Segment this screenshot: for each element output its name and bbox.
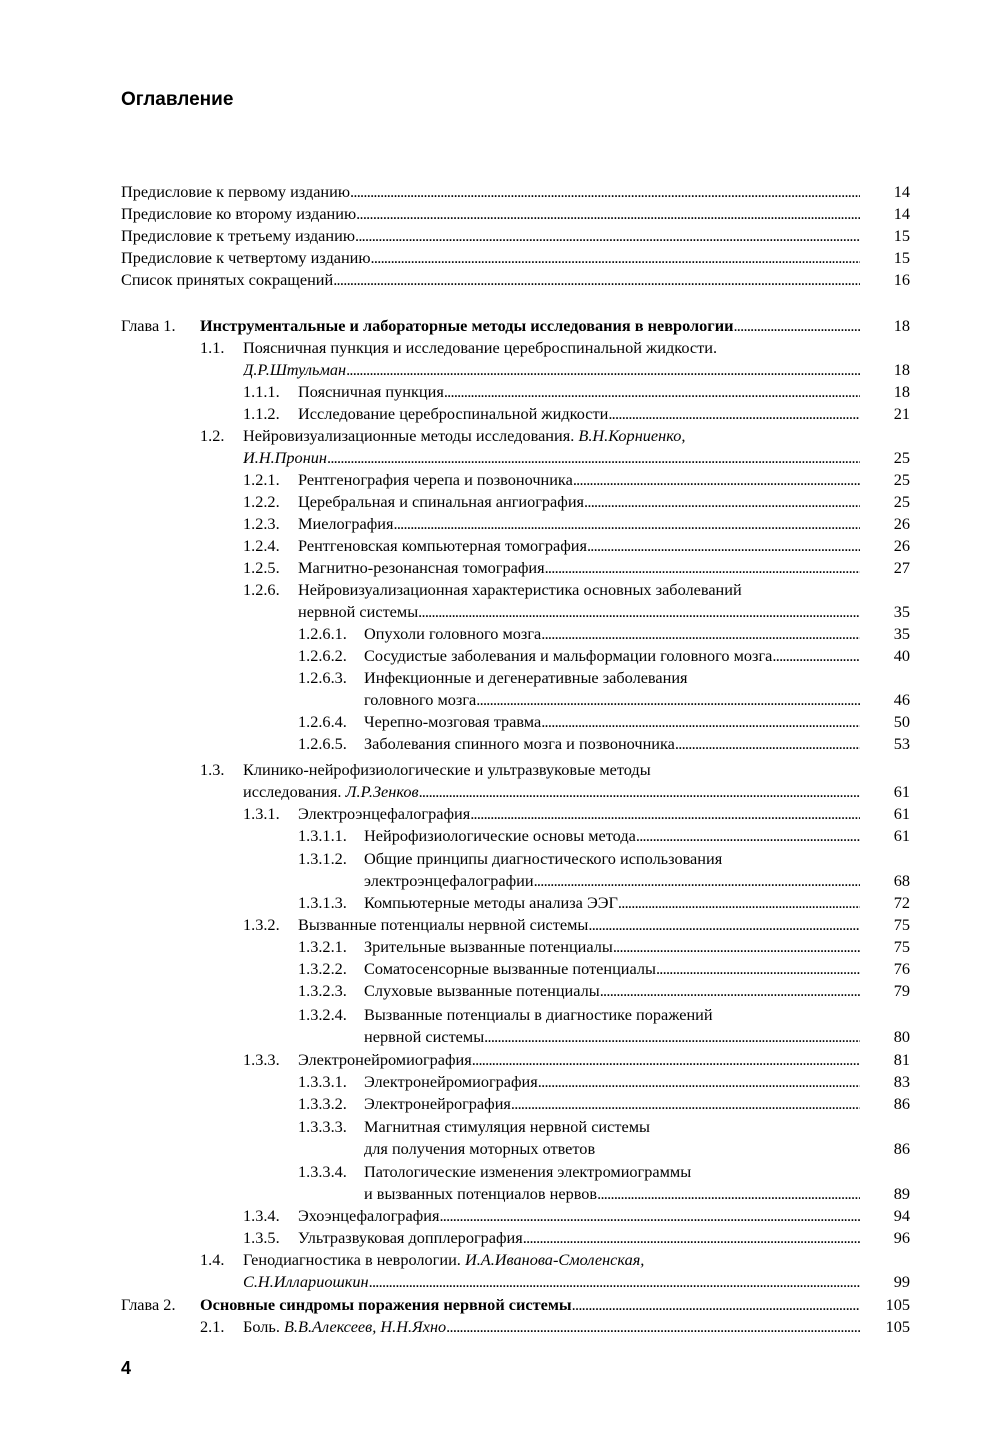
toc-entry-section-1-1-1[interactable] — [298, 381, 910, 403]
leader-dots — [538, 1071, 860, 1093]
toc-entry-section-1-2-6-3-cont[interactable] — [364, 689, 910, 711]
leader-dots — [369, 1271, 860, 1293]
toc-entry-page: 80 — [893, 1027, 910, 1046]
toc-entry-page: 75 — [893, 937, 910, 956]
toc-entry-title: Инфекционные и дегенеративные заболевания — [364, 668, 688, 687]
toc-entry-title: Боль. — [243, 1317, 280, 1336]
leader-dots — [356, 203, 860, 225]
toc-entry-title: Патологические изменения электромиограммы — [364, 1162, 692, 1181]
toc-entry-page: 75 — [893, 915, 910, 934]
toc-entry-page: 25 — [893, 448, 910, 467]
toc-entry-title: Ультразвуковая допплерография — [298, 1228, 523, 1247]
leader-dots — [613, 936, 860, 958]
toc-entry-section-1-1[interactable] — [243, 337, 717, 359]
toc-entry-page: 79 — [893, 981, 910, 1000]
leader-dots — [608, 403, 860, 425]
toc-entry-title: Электронейромиография — [364, 1072, 538, 1091]
toc-entry-page: 26 — [893, 514, 910, 533]
toc-entry-page: 40 — [893, 646, 910, 665]
toc-entry-title: Список принятых сокращений — [121, 270, 334, 289]
toc-entry-section-1-3-3-3[interactable] — [364, 1116, 650, 1138]
section-number: 2.1. — [200, 1317, 225, 1336]
toc-entry-title: Нейрофизиологические основы метода — [364, 826, 636, 845]
toc-entry-section-1-3-2[interactable] — [298, 914, 910, 936]
section-number: 1.3.5. — [243, 1228, 280, 1247]
section-number: 1.3.1.3. — [298, 893, 347, 912]
leader-dots — [584, 491, 860, 513]
toc-entry-section-2-1[interactable] — [243, 1316, 910, 1338]
section-number: 1.2.1. — [243, 470, 280, 489]
toc-entry-title: Предисловие ко второму изданию — [121, 204, 357, 223]
toc-entry-section-1-3-3-4-cont[interactable] — [364, 1183, 910, 1205]
toc-entry-section-1-2-5[interactable] — [298, 557, 910, 579]
toc-entry-page: 50 — [893, 712, 910, 731]
toc-entry-page: 105 — [885, 1317, 910, 1336]
section-number: 1.3.2.4. — [298, 1005, 347, 1024]
section-number: 1.3. — [200, 760, 225, 779]
toc-entry-page: 96 — [893, 1228, 910, 1247]
toc-entry-title: Сосудистые заболевания и мальформации головного мозга — [364, 646, 773, 665]
toc-entry-section-1-2-2[interactable] — [298, 491, 910, 513]
leader-dots — [346, 359, 860, 381]
toc-entry-page: 26 — [893, 536, 910, 555]
toc-entry-page: 35 — [893, 602, 910, 621]
leader-dots — [572, 1294, 860, 1316]
toc-entry-page: 76 — [893, 959, 910, 978]
toc-entry-page: 61 — [893, 826, 910, 845]
chapter-label: Глава 2. — [121, 1295, 176, 1314]
section-number: 1.2.6. — [243, 580, 280, 599]
toc-entry-section-1-2[interactable] — [243, 425, 685, 447]
toc-entry-section-1-3-1-2-cont[interactable] — [364, 870, 910, 892]
toc-entry-title: Черепно-мозговая травма — [364, 712, 542, 731]
toc-entry-title: исследования. — [243, 782, 342, 801]
toc-entry-title: Магнитно-резонансная томография — [298, 558, 545, 577]
toc-entry-preface-1[interactable] — [121, 181, 910, 203]
toc-entry-author: С.Н.Иллариошкин — [243, 1272, 369, 1291]
section-number: 1.3.1.1. — [298, 826, 347, 845]
toc-entry-title: Инструментальные и лабораторные методы исследования в неврологии — [200, 316, 734, 335]
toc-entry-page: 27 — [893, 558, 910, 577]
section-number: 1.3.3.3. — [298, 1117, 347, 1136]
toc-entry-section-1-3-2-4[interactable] — [364, 1004, 713, 1026]
toc-entry-title: Рентгеновская компьютерная томография — [298, 536, 587, 555]
leader-dots — [588, 914, 860, 936]
toc-entry-chapter-2[interactable] — [200, 1294, 910, 1316]
toc-entry-page: 83 — [893, 1072, 910, 1091]
toc-entry-section-1-3-5[interactable] — [298, 1227, 910, 1249]
leader-dots — [545, 557, 860, 579]
toc-entry-page: 68 — [893, 871, 910, 890]
toc-entry-preface-3[interactable] — [121, 225, 910, 247]
toc-entry-section-1-2-6-5[interactable] — [364, 733, 910, 755]
toc-entry-section-1-3-1-1[interactable] — [364, 825, 910, 847]
leader-dots — [541, 623, 860, 645]
toc-entry-title: Предисловие к третьему изданию — [121, 226, 355, 245]
section-number: 1.3.3.1. — [298, 1072, 347, 1091]
section-number: 1.2.6.4. — [298, 712, 347, 731]
chapter-label: Глава 1. — [121, 316, 176, 335]
toc-entry-title: Магнитная стимуляция нервной системы — [364, 1117, 650, 1136]
toc-entry-title: Рентгенография черепа и позвоночника — [298, 470, 573, 489]
toc-entry-preface-2[interactable] — [121, 203, 910, 225]
leader-dots — [446, 1316, 860, 1338]
toc-entry-section-1-3[interactable] — [243, 759, 651, 781]
toc-entry-page: 61 — [893, 804, 910, 823]
section-number: 1.1. — [200, 338, 225, 357]
toc-entry-title: Клинико-нейрофизиологические и ультразвуковые методы — [243, 760, 651, 779]
toc-entry-section-1-2-6-1[interactable] — [364, 623, 910, 645]
toc-entry-section-1-3-1-2[interactable] — [364, 848, 722, 870]
leader-dots — [656, 958, 860, 980]
toc-entry-page: 99 — [893, 1272, 910, 1291]
leader-dots — [600, 980, 860, 1002]
leader-dots — [439, 1205, 860, 1227]
leader-dots — [573, 469, 860, 491]
leader-dots — [675, 733, 860, 755]
toc-entry-title: Соматосенсорные вызванные потенциалы — [364, 959, 656, 978]
toc-entry-page: 25 — [893, 470, 910, 489]
leader-dots — [541, 711, 860, 733]
toc-entry-page: 94 — [893, 1206, 910, 1225]
toc-entry-title: и вызванных потенциалов нервов — [364, 1184, 598, 1203]
toc-entry-page: 15 — [893, 248, 910, 267]
section-number: 1.3.2. — [243, 915, 280, 934]
toc-entry-section-1-3-1[interactable] — [298, 803, 910, 825]
toc-entry-section-1-1-2[interactable] — [298, 403, 910, 425]
toc-entry-section-1-3-4[interactable] — [298, 1205, 910, 1227]
toc-entry-title: Общие принципы диагностического использования — [364, 849, 723, 868]
toc-entry-title: нервной системы — [364, 1027, 485, 1046]
toc-entry-title: электроэнцефалографии — [364, 871, 534, 890]
toc-entry-section-1-3-1-3[interactable] — [364, 892, 910, 914]
leader-dots — [484, 1026, 860, 1048]
leader-dots — [333, 269, 860, 291]
section-number: 1.2.6.3. — [298, 668, 347, 687]
toc-entry-author: В.Н.Корниенко, — [578, 426, 686, 445]
toc-entry-title: Предисловие к четвертому изданию — [121, 248, 371, 267]
toc-entry-page: 46 — [893, 690, 910, 709]
section-number: 1.3.2.2. — [298, 959, 347, 978]
leader-dots — [327, 447, 860, 469]
toc-entry-page: 72 — [893, 893, 910, 912]
section-number: 1.2.6.1. — [298, 624, 347, 643]
leader-dots — [419, 781, 860, 803]
section-number: 1.1.1. — [243, 382, 280, 401]
toc-entry-section-1-2-6-4[interactable] — [364, 711, 910, 733]
toc-entry-section-1-3-cont[interactable] — [243, 781, 910, 803]
toc-entry-page: 14 — [893, 204, 910, 223]
toc-entry-title: Нейровизуализационная характеристика основных заболеваний — [298, 580, 742, 599]
leader-dots — [511, 1093, 860, 1115]
toc-entry-author: Л.Р.Зенков — [345, 782, 419, 801]
toc-entry-title: головного мозга — [364, 690, 477, 709]
leader-dots — [618, 892, 860, 914]
toc-entry-page: 89 — [893, 1184, 910, 1203]
leader-dots — [523, 1227, 860, 1249]
toc-entry-title: Электронейромиография — [298, 1050, 472, 1069]
section-number: 1.3.3. — [243, 1050, 280, 1069]
toc-entry-section-1-2-6[interactable] — [298, 579, 742, 601]
toc-entry-page: 18 — [893, 382, 910, 401]
toc-entry-section-1-3-2-1[interactable] — [364, 936, 910, 958]
toc-entry-title: Слуховые вызванные потенциалы — [364, 981, 600, 1000]
toc-entry-title: Поясничная пункция и исследование цереброспинальной жидкости. — [243, 338, 718, 357]
toc-entry-page: 86 — [893, 1139, 910, 1158]
section-number: 1.3.2.3. — [298, 981, 347, 1000]
leader-dots — [636, 825, 860, 847]
toc-entry-chapter-1[interactable] — [200, 315, 910, 337]
toc-entry-author: Д.Р.Штульман — [243, 360, 347, 379]
toc-entry-section-1-3-2-2[interactable] — [364, 958, 910, 980]
toc-entry-section-1-2-cont[interactable] — [243, 447, 910, 469]
section-number: 1.2.6.2. — [298, 646, 347, 665]
toc-entry-section-1-3-2-4-cont[interactable] — [364, 1026, 910, 1048]
section-number: 1.3.1.2. — [298, 849, 347, 868]
toc-entry-section-1-3-3-2[interactable] — [364, 1093, 910, 1115]
toc-entry-section-1-1-cont[interactable] — [243, 359, 910, 381]
toc-heading: Оглавление — [121, 89, 234, 110]
toc-entry-section-1-3-3-4[interactable] — [364, 1161, 691, 1183]
toc-entry-page: 18 — [893, 316, 910, 335]
toc-entry-title: Исследование цереброспинальной жидкости — [298, 404, 609, 423]
toc-entry-section-1-4[interactable] — [243, 1249, 644, 1271]
toc-entry-section-1-3-3-3-cont[interactable] — [364, 1138, 910, 1160]
section-number: 1.4. — [200, 1250, 225, 1269]
leader-dots — [470, 803, 860, 825]
section-number: 1.2.5. — [243, 558, 280, 577]
toc-entry-title: Электроэнцефалография — [298, 804, 471, 823]
toc-entry-page: 61 — [893, 782, 910, 801]
toc-entry-page: 81 — [893, 1050, 910, 1069]
leader-dots — [355, 225, 860, 247]
leader-dots — [393, 513, 860, 535]
toc-entry-section-1-2-1[interactable] — [298, 469, 910, 491]
toc-entry-title: Электронейрография — [364, 1094, 511, 1113]
section-number: 1.2.4. — [243, 536, 280, 555]
toc-entry-page: 105 — [885, 1295, 910, 1314]
section-number: 1.3.3.2. — [298, 1094, 347, 1113]
toc-entry-page: 14 — [893, 182, 910, 201]
section-number: 1.2.3. — [243, 514, 280, 533]
toc-entry-title: Эхоэнцефалография — [298, 1206, 440, 1225]
toc-entry-title: Основные синдромы поражения нервной системы — [200, 1295, 572, 1314]
toc-entry-section-1-3-3[interactable] — [298, 1049, 910, 1071]
page-number: 4 — [121, 1358, 132, 1378]
toc-entry-section-1-2-6-cont[interactable] — [298, 601, 910, 623]
toc-entry-author: В.В.Алексеев, Н.Н.Яхно — [283, 1317, 447, 1336]
toc-entry-section-1-2-6-3[interactable] — [364, 667, 688, 689]
section-number: 1.2. — [200, 426, 225, 445]
toc-entry-title: Вызванные потенциалы в диагностике поражений — [364, 1005, 713, 1024]
toc-entry-section-1-3-3-1[interactable] — [364, 1071, 910, 1093]
leader-dots — [733, 315, 860, 337]
section-number: 1.3.2.1. — [298, 937, 347, 956]
section-number: 1.3.1. — [243, 804, 280, 823]
toc-entry-abbreviations[interactable] — [121, 269, 910, 291]
toc-entry-title: Нейровизуализационные методы исследования. — [243, 426, 575, 445]
toc-entry-author: И.Н.Пронин — [243, 448, 327, 467]
section-number: 1.2.6.5. — [298, 734, 347, 753]
section-number: 1.3.3.4. — [298, 1162, 347, 1181]
leader-dots — [371, 247, 860, 269]
toc-entry-page: 53 — [893, 734, 910, 753]
toc-entry-author: И.А.Иванова-Смоленская, — [464, 1250, 645, 1269]
leader-dots — [772, 645, 860, 667]
toc-entry-section-1-2-3[interactable] — [298, 513, 910, 535]
toc-entry-page: 15 — [893, 226, 910, 245]
toc-entry-page: 86 — [893, 1094, 910, 1113]
toc-entry-page: 35 — [893, 624, 910, 643]
toc-entry-title: Генодиагностика в неврологии. — [243, 1250, 461, 1269]
leader-dots — [476, 689, 860, 711]
toc-entry-title: для получения моторных ответов — [364, 1139, 596, 1158]
toc-entry-section-1-2-6-2[interactable] — [364, 645, 910, 667]
toc-entry-title: Компьютерные методы анализа ЭЭГ — [364, 893, 618, 912]
toc-entry-page: 18 — [893, 360, 910, 379]
toc-entry-title: Вызванные потенциалы нервной системы — [298, 915, 589, 934]
leader-dots — [597, 1183, 860, 1205]
toc-entry-title: Предисловие к первому изданию — [121, 182, 351, 201]
toc-entry-section-1-3-2-3[interactable] — [364, 980, 910, 1002]
leader-dots — [350, 181, 860, 203]
toc-entry-page: 21 — [893, 404, 910, 423]
leader-dots — [534, 870, 860, 892]
toc-entry-page: 16 — [893, 270, 910, 289]
toc-entry-title: Зрительные вызванные потенциалы — [364, 937, 613, 956]
toc-entry-title: Церебральная и спинальная ангиография — [298, 492, 585, 511]
leader-dots — [472, 1049, 860, 1071]
leader-dots — [418, 601, 860, 623]
toc-entry-page: 25 — [893, 492, 910, 511]
toc-entry-title: Заболевания спинного мозга и позвоночника — [364, 734, 675, 753]
section-number: 1.1.2. — [243, 404, 280, 423]
toc-entry-title: Миелография — [298, 514, 394, 533]
toc-entry-title: Поясничная пункция — [298, 382, 444, 401]
toc-entry-section-1-2-4[interactable] — [298, 535, 910, 557]
toc-entry-title: Опухоли головного мозга — [364, 624, 542, 643]
section-number: 1.3.4. — [243, 1206, 280, 1225]
section-number: 1.2.2. — [243, 492, 280, 511]
toc-entry-section-1-4-cont[interactable] — [243, 1271, 910, 1293]
toc-entry-preface-4[interactable] — [121, 247, 910, 269]
leader-dots — [444, 381, 860, 403]
leader-dots — [587, 535, 860, 557]
toc-entry-title: нервной системы — [298, 602, 419, 621]
